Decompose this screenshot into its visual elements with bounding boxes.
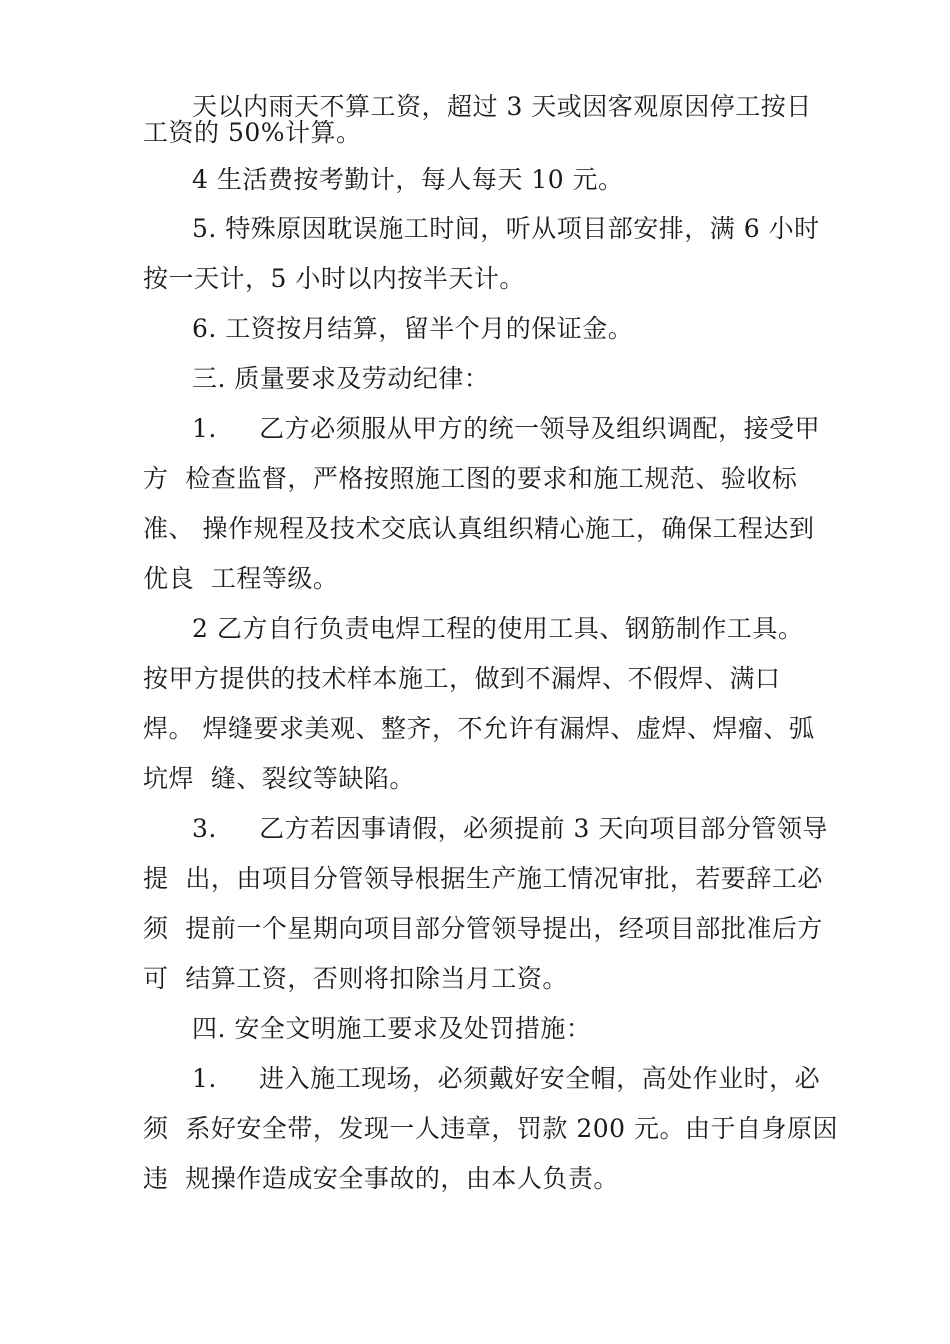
- text-line: 4 生活费按考勤计，每人每天 10 元。: [192, 165, 624, 194]
- text-line: 6. 工资按月结算，留半个月的保证金。: [192, 314, 634, 343]
- text-line: 准、 操作规程及技术交底认真组织精心施工，确保工程达到: [143, 514, 815, 543]
- text-line: 可 结算工资，否则将扣除当月工资。: [143, 964, 568, 993]
- text-line: 按甲方提供的技术样本施工，做到不漏焊、不假焊、满口: [143, 664, 781, 693]
- section-heading: 四. 安全文明施工要求及处罚措施：: [192, 1014, 592, 1043]
- text-line: 须 提前一个星期向项目部分管领导提出，经项目部批准后方: [143, 914, 823, 943]
- text-line: 5. 特殊原因耽误施工时间，听从项目部安排，满 6 小时: [192, 214, 820, 243]
- text-line: 2 乙方自行负责电焊工程的使用工具、钢筋制作工具。: [192, 614, 804, 643]
- text-line: 须 系好安全带，发现一人违章，罚款 200 元。由于自身原因: [143, 1114, 839, 1143]
- text-line: 方 检查监督，严格按照施工图的要求和施工规范、验收标: [143, 464, 798, 493]
- text-line: 焊。 焊缝要求美观、整齐，不允许有漏焊、虚焊、焊瘤、弧: [143, 714, 815, 743]
- text-line: 3. 乙方若因事请假，必须提前 3 天向项目部分管领导: [192, 814, 828, 843]
- text-line: 天以内雨天不算工资，超过 3 天或因客观原因停工按日: [192, 92, 812, 121]
- text-line: 优良 工程等级。: [143, 564, 339, 593]
- text-line: 违 规操作造成安全事故的，由本人负责。: [143, 1164, 619, 1193]
- text-line: 1. 进入施工现场，必须戴好安全帽，高处作业时，必: [192, 1064, 821, 1093]
- text-line: 提 出，由项目分管领导根据生产施工情况审批，若要辞工必: [143, 864, 823, 893]
- text-line: 按一天计，5 小时以内按半天计。: [143, 264, 525, 293]
- text-line: 工资的 50%计算。: [143, 118, 362, 147]
- text-line: 坑焊 缝、裂纹等缺陷。: [143, 764, 415, 793]
- section-heading: 三. 质量要求及劳动纪律：: [192, 364, 490, 393]
- text-line: 1. 乙方必须服从甲方的统一领导及组织调配，接受甲: [192, 414, 821, 443]
